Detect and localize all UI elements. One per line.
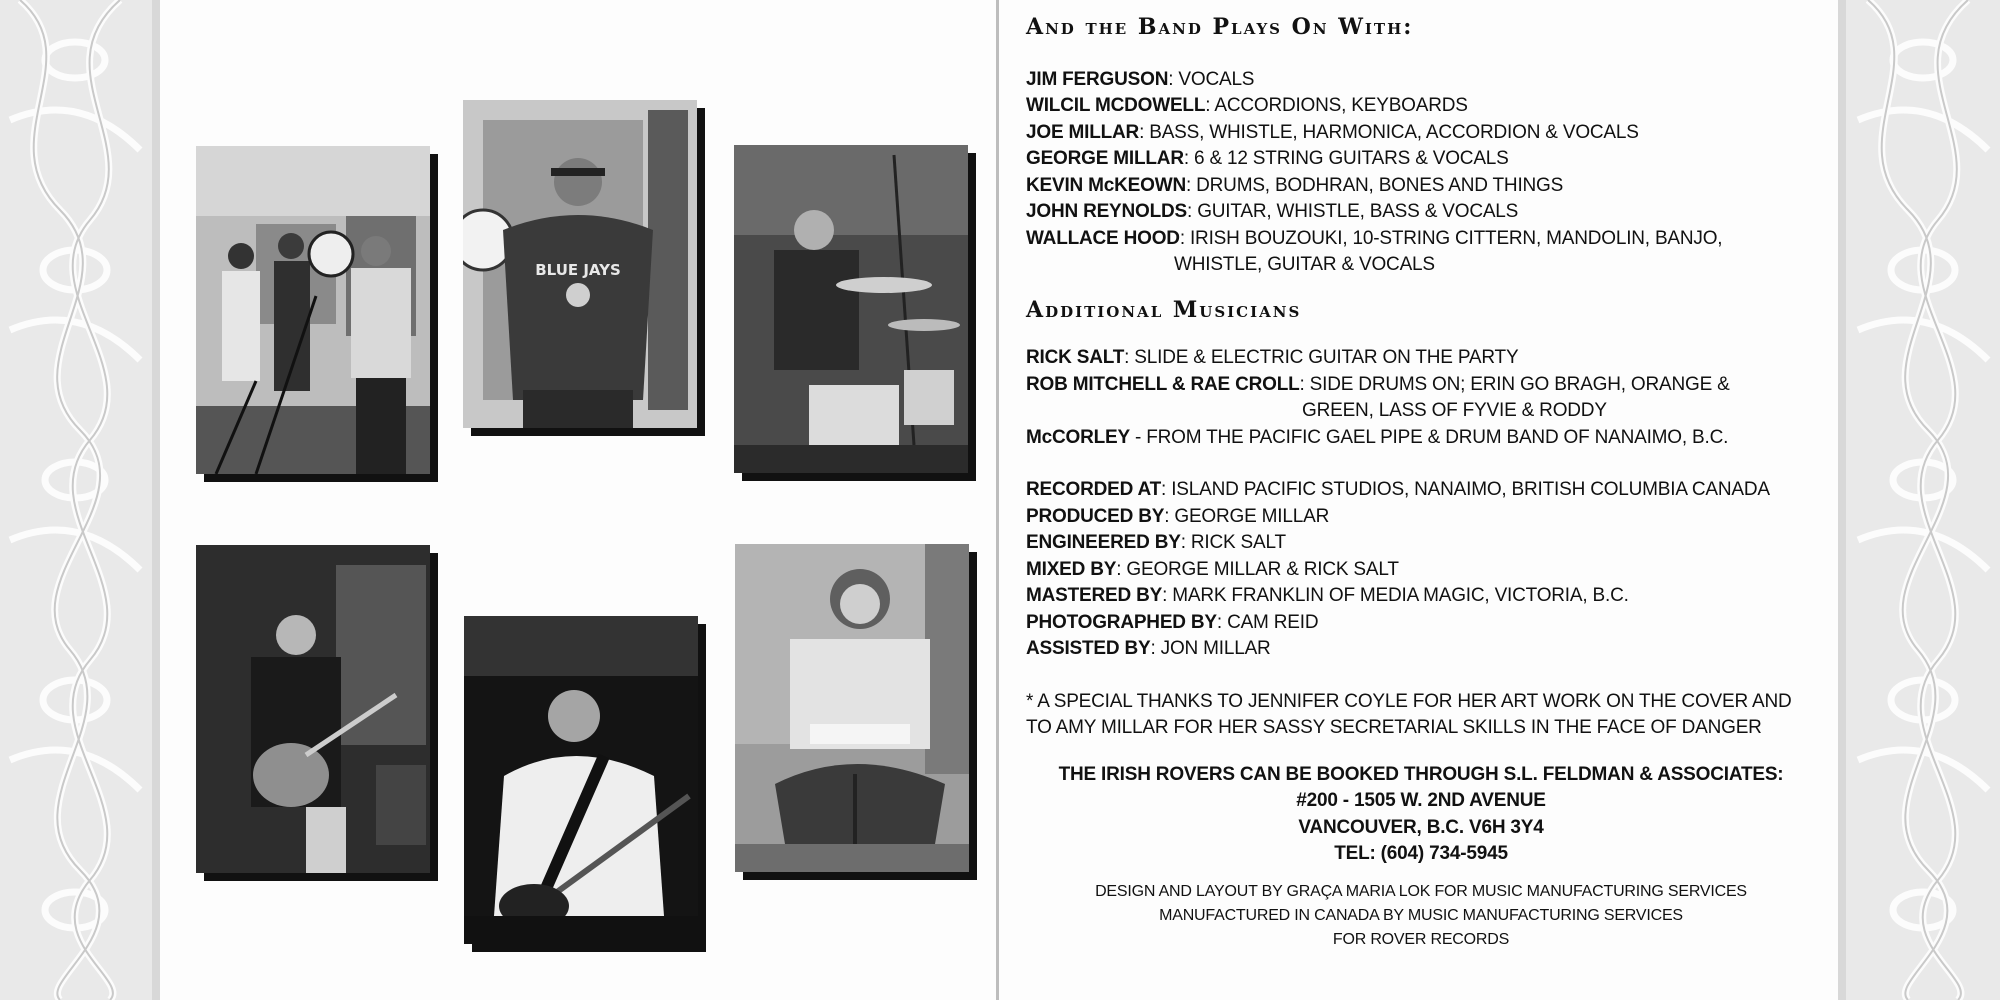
band-member: JOE MILLAR: BASS, WHISTLE, HARMONICA, ACCORDION & VOCALS: [1026, 121, 1639, 143]
photo-guitarist-singing: [196, 545, 430, 873]
photo-bodhran-player: [735, 544, 969, 872]
additional-musician-continued: GREEN, LASS OF FYVIE & RODDY: [1302, 400, 1607, 421]
additional-musicians-heading: Additional Musicians: [1026, 296, 1302, 323]
production-credit: ENGINEERED BY: RICK SALT: [1026, 532, 1286, 553]
band-member: JIM FERGUSON: VOCALS: [1026, 68, 1255, 90]
booklet-spine: [996, 0, 999, 1000]
band-member: WALLACE HOOD: IRISH BOUZOUKI, 10-STRING CITTERN, MANDOLIN, BANJO,: [1026, 227, 1723, 249]
photo-bass-player: [464, 616, 698, 944]
additional-musician: ROB MITCHELL & RAE CROLL: SIDE DRUMS ON; ERIN GO BRAGH, ORANGE &: [1026, 373, 1730, 395]
celtic-border-left: [0, 0, 160, 1000]
production-credit: MASTERED BY: MARK FRANKLIN OF MEDIA MAGIC, VICTORIA, B.C.: [1026, 585, 1629, 606]
additional-musician: RICK SALT: SLIDE & ELECTRIC GUITAR ON THE PARTY: [1026, 347, 1519, 368]
band-member: JOHN REYNOLDS: GUITAR, WHISTLE, BASS & VOCALS: [1026, 201, 1519, 222]
band-member: GEORGE MILLAR: 6 & 12 STRING GUITARS & VOCALS: [1026, 148, 1509, 169]
manufacturing-credits: DESIGN AND LAYOUT BY GRAÇA MARIA LOK FOR MUSIC MANUFACTURING SERVICES MANUFACTURED IN CANADA BY MUSIC MANUFACTURING SERVICES FOR ROVER RECORDS: [1095, 882, 1747, 948]
celtic-border-right: [1838, 0, 2000, 1000]
production-credit: PHOTOGRAPHED BY: CAM REID: [1026, 611, 1319, 633]
celtic-knot-ornament: [0, 0, 160, 1000]
thanks-note: TO AMY MILLAR FOR HER SASSY SECRETARIAL SKILLS IN THE FACE OF DANGER: [1026, 717, 1762, 738]
production-credit: ASSISTED BY: JON MILLAR: [1026, 638, 1271, 659]
additional-musician: McCORLEY - FROM THE PACIFIC GAEL PIPE & DRUM BAND OF NANAIMO, B.C.: [1026, 426, 1729, 448]
credits-panel: [1026, 14, 1816, 952]
booking-info: THE IRISH ROVERS CAN BE BOOKED THROUGH S.L. FELDMAN & ASSOCIATES: #200 - 1505 W. 2ND AVENUE VANCOUVER, B.C. V6H 3Y4 TEL: (604) 734-5945: [1058, 763, 1784, 864]
shirt-text: BLUE JAYS: [535, 261, 621, 279]
production-credit: PRODUCED BY: GEORGE MILLAR: [1026, 505, 1330, 527]
band-member-continued: WHISTLE, GUITAR & VOCALS: [1174, 254, 1435, 275]
production-credit: MIXED BY: GEORGE MILLAR & RICK SALT: [1026, 558, 1399, 580]
celtic-knot-ornament: [1838, 0, 2000, 1000]
band-member: WILCIL MCDOWELL: ACCORDIONS, KEYBOARDS: [1026, 95, 1468, 116]
photo-drummer: [734, 145, 968, 473]
thanks-note: * A SPECIAL THANKS TO JENNIFER COYLE FOR HER ART WORK ON THE COVER AND: [1026, 690, 1792, 712]
band-member: KEVIN McKEOWN: DRUMS, BODHRAN, BONES AND THINGS: [1026, 174, 1564, 196]
photo-musician-blue-jays-shirt: [463, 100, 697, 428]
band-heading: And the Band Plays On With:: [1026, 14, 1414, 40]
production-credit: RECORDED AT: ISLAND PACIFIC STUDIOS, NANAIMO, BRITISH COLUMBIA CANADA: [1026, 479, 1770, 500]
photo-vocalists-at-microphone: [196, 146, 430, 474]
